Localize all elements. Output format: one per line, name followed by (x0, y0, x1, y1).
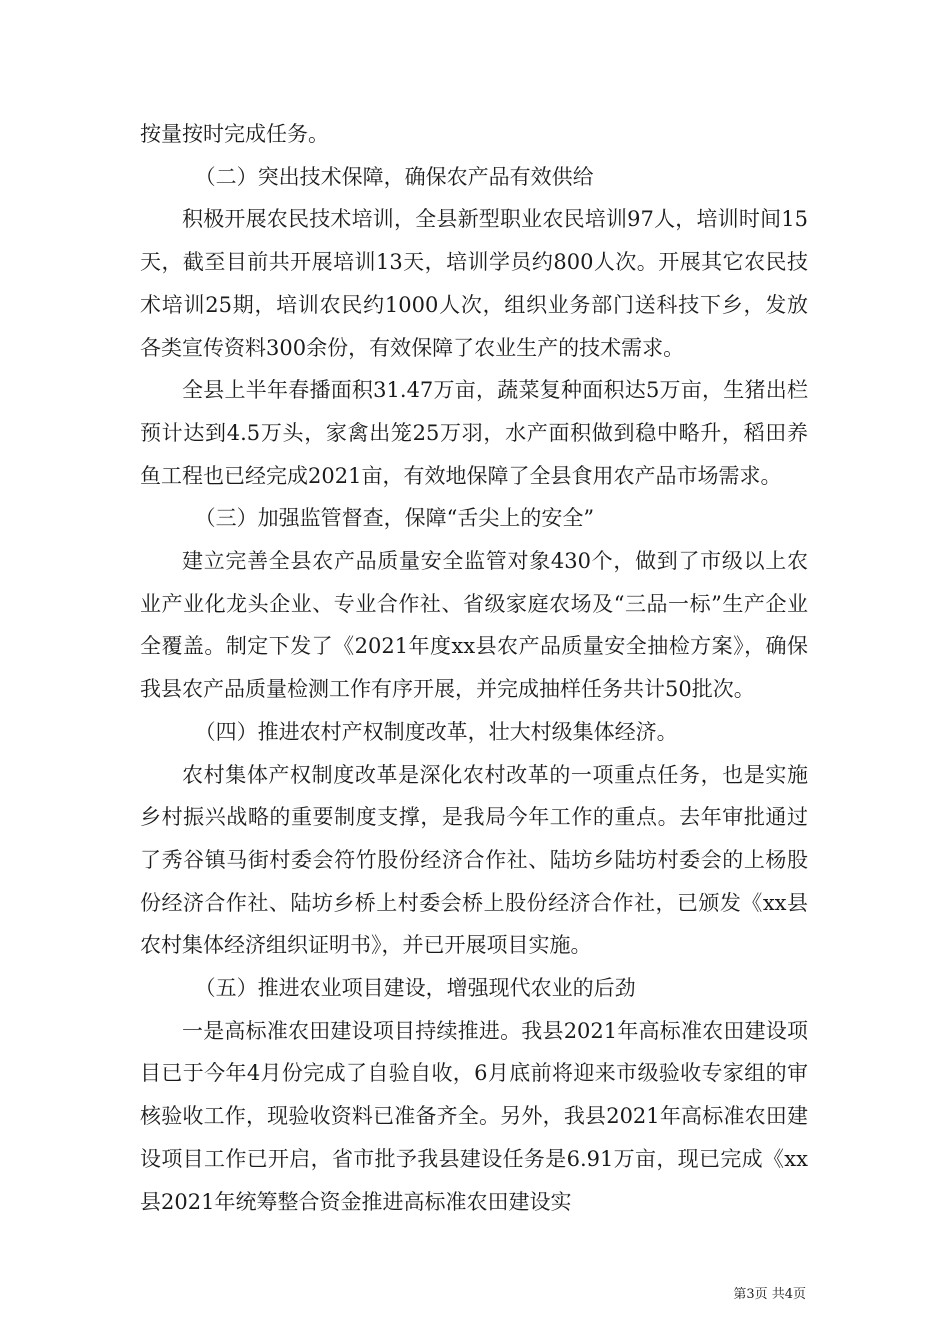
page-number-footer: 第3页 共4页 (733, 1287, 806, 1302)
paragraph-farmland-project: 一是高标准农田建设项目持续推进。我县2021年高标准农田建设项目已于今年4月份完成了自验自收，6月底前将迎来市级验收专家组的审核验收工作，现验收资料已准备齐全。另外，我县2021年高标准农田建设项目工作已开启，省市批予我县建设任务是6.91万亩，现已完成《xx县2021年统筹整合资金推进高标准农田建设实 (140, 1018, 808, 1214)
section-heading-2: （二）突出技术保障，确保农产品有效供给 (194, 164, 594, 189)
paragraph-training: 积极开展农民技术培训，全县新型职业农民培训97人，培训时间15天，截至目前共开展培训13天，培训学员约800人次。开展其它农民技术培训25期，培训农民约1000人次，组织业务部门送科技下乡，发放各类宣传资料300余份，有效保障了农业生产的技术需求。 (140, 207, 808, 360)
section-heading-5: （五）推进农业项目建设，增强现代农业的后劲 (194, 976, 636, 1001)
paragraph-production: 全县上半年春播面积31.47万亩，蔬菜复种面积达5万亩，生猪出栏预计达到4.5万头，家禽出笼25万羽，水产面积做到稳中略升，稻田养鱼工程也已经完成2021亩，有效地保障了全县食用农产品市场需求。 (140, 378, 808, 488)
section-heading-3: （三）加强监管督查，保障“舌尖上的安全” (194, 506, 595, 531)
document-body (140, 113, 808, 1223)
section-heading-4: （四）推进农村产权制度改革，壮大村级集体经济。 (194, 719, 678, 744)
paragraph-supervision: 建立完善全县农产品质量安全监管对象430个，做到了市级以上农业产业化龙头企业、专业合作社、省级家庭农场及“三品一标”生产企业全覆盖。制定下发了《2021年度xx县农产品质量安全抽检方案》，确保我县农产品质量检测工作有序开展，并完成抽样任务共计50批次。 (140, 549, 808, 702)
paragraph-continuation: 按量按时完成任务。 (140, 122, 329, 146)
paragraph-property-reform: 农村集体产权制度改革是深化农村改革的一项重点任务，也是实施乡村振兴战略的重要制度支撑，是我局今年工作的重点。去年审批通过了秀谷镇马街村委会符竹股份经济合作社、陆坊乡陆坊村委会的上杨股份经济合作社、陆坊乡桥上村委会桥上股份经济合作社，已颁发《xx县农村集体经济组织证明书》，并已开展项目实施。 (140, 762, 808, 958)
